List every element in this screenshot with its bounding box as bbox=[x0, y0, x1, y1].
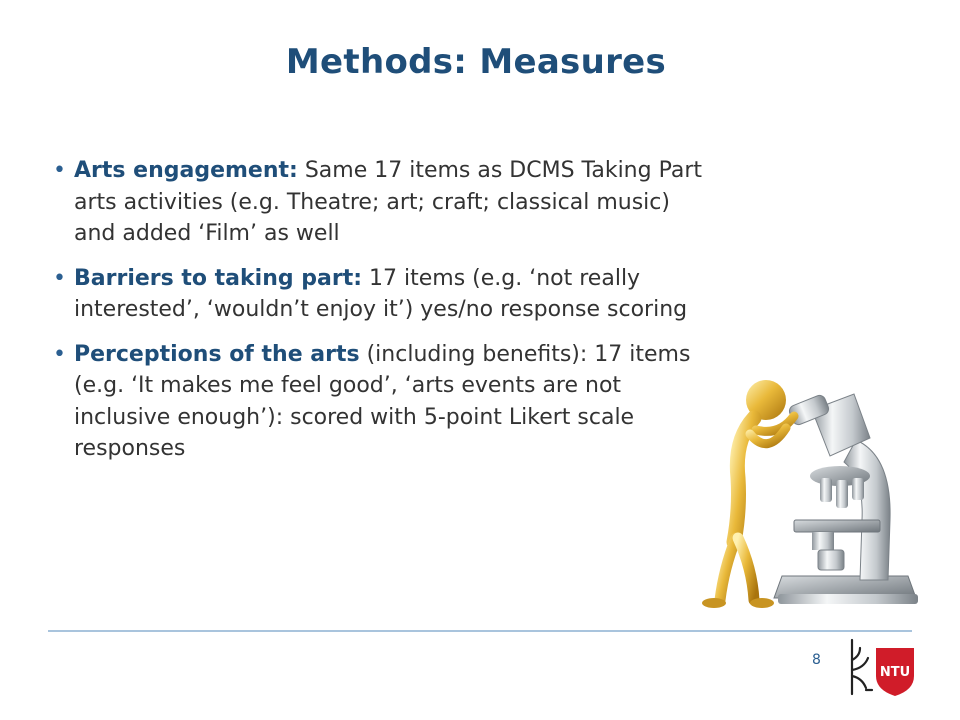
slide-title: Methods: Measures bbox=[285, 42, 667, 82]
bullet-marker: • bbox=[53, 341, 66, 367]
ntu-logo-svg bbox=[842, 636, 922, 700]
ntu-logo bbox=[842, 636, 922, 704]
emblem-icon bbox=[852, 640, 872, 694]
bullet-list bbox=[52, 155, 702, 478]
bullet-text: (including benefits): 17 items (e.g. ‘It makes me feel good’, ‘arts events are not inclusive enough’): scored with 5-point Likert scale responses bbox=[74, 341, 691, 461]
bullet-lead: Perceptions of the arts bbox=[74, 341, 360, 367]
page-number: 8 bbox=[812, 652, 821, 668]
bullet-barriers bbox=[52, 263, 702, 326]
bullet-arts-engagement bbox=[52, 155, 702, 250]
microscope-illustration bbox=[694, 370, 920, 614]
footer-divider bbox=[48, 630, 912, 632]
bullet-lead: Arts engagement: bbox=[74, 158, 298, 183]
bullet-marker: • bbox=[53, 265, 66, 291]
microscope-figure-svg bbox=[694, 370, 920, 610]
bullet-text: Same 17 items as DCMS Taking Part arts activities (e.g. Theatre; art; craft; classical music) and added ‘Film’ as well bbox=[74, 158, 703, 246]
bullet-text: 17 items (e.g. ‘not really interested’, ‘wouldn’t enjoy it’) yes/no response scoring bbox=[74, 265, 688, 322]
bullet-marker: • bbox=[53, 158, 66, 183]
bullet-perceptions bbox=[52, 339, 702, 465]
logo-text: NTU bbox=[879, 665, 911, 680]
bullet-lead: Barriers to taking part: bbox=[74, 265, 363, 291]
